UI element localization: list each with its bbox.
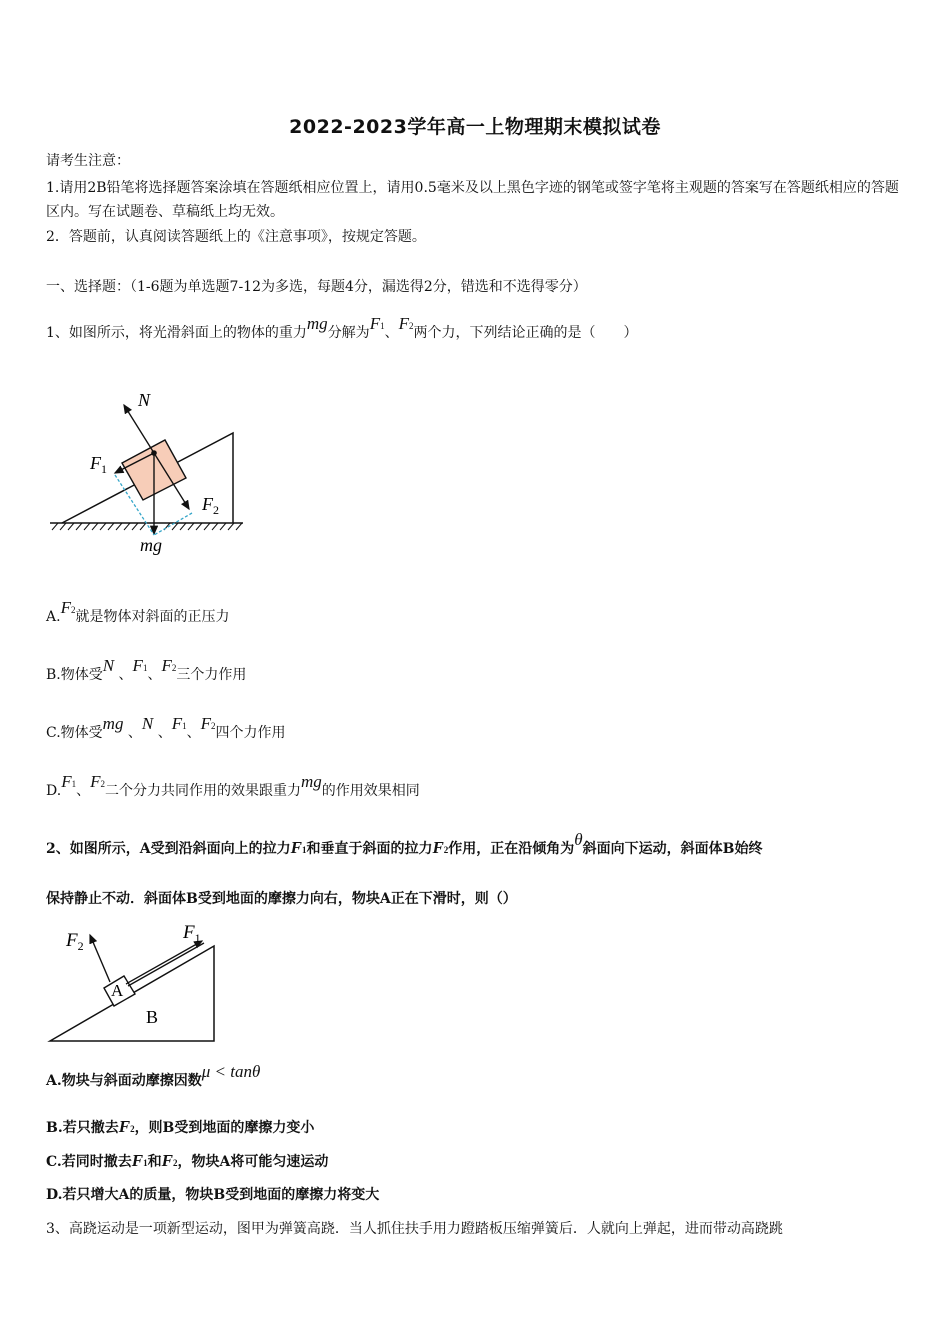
n-arrow <box>124 405 154 453</box>
question-2-stem-line2: 保持静止不动．斜面体B受到地面的摩擦力向右，物块A正在下滑时，则（） <box>46 891 517 907</box>
q1-option-a: A.F2就是物体对斜面的正压力 <box>46 598 230 625</box>
label-n: N <box>138 390 151 410</box>
q2-option-b: B.若只撤去F2，则B受到地面的摩擦力变小 <box>46 1117 315 1136</box>
q1-option-b: B.物体受N 、F1、F2三个力作用 <box>46 656 247 683</box>
question-2-stem-line1: 2、如图所示，A受到沿斜面向上的拉力F1和垂直于斜面的拉力F2作用，正在沿倾角为θ斜面向下运动，斜面体B始终 <box>46 830 763 857</box>
q1-option-d: D.F1、F2二个分力共同作用的效果跟重力mg的作用效果相同 <box>46 772 420 799</box>
mu-tan-theta: μ < tanθ <box>201 1062 261 1081</box>
label-a: A <box>111 981 124 1000</box>
incline-force-diagram <box>40 380 255 560</box>
center-point <box>151 450 157 456</box>
label-f2: $F_2$ <box>202 494 219 517</box>
label-b: B <box>146 1007 159 1027</box>
question-1-stem: 1、如图所示，将光滑斜面上的物体的重力mg分解为F1、F2两个力，下列结论正确的是（ ） <box>46 314 638 341</box>
dashed-line-2 <box>154 513 192 535</box>
label-mg: mg <box>140 535 162 555</box>
q1-option-c: C.物体受mg 、N 、F1、F2四个力作用 <box>46 714 286 741</box>
f1-arrow <box>126 941 202 984</box>
f2-arrow <box>90 935 110 982</box>
section-heading: 一、选择题：（1-6题为单选题7-12为多选，每题4分，漏选得2分，错选和不选得零分） <box>46 279 587 295</box>
f1-symbol: F1 <box>369 314 385 333</box>
f2-symbol: F2 <box>398 314 414 333</box>
mg-symbol: mg <box>306 314 328 333</box>
page-title: 2022-2023学年高一上物理期末模拟试卷 <box>289 116 661 138</box>
q2-option-c: C.若同时撤去F1和F2，物块A将可能匀速运动 <box>46 1151 329 1170</box>
q2-option-a: A.物块与斜面动摩擦因数μ < tanθ <box>46 1062 261 1089</box>
notice-item-2: 2．答题前，认真阅读答题纸上的《注意事项》，按规定答题。 <box>46 229 426 245</box>
f1-arrow-shadow <box>128 943 204 986</box>
label-f1: $F_1$ <box>90 453 107 476</box>
q2-option-d: D.若只增大A的质量，物块B受到地面的摩擦力将变大 <box>46 1187 380 1203</box>
label-f2: $F_2$ <box>66 930 84 953</box>
ground-hatch <box>52 523 242 530</box>
block-on-wedge-diagram <box>44 922 224 1047</box>
notice-heading: 请考生注意： <box>46 153 130 169</box>
label-f1: $F_1$ <box>183 922 201 945</box>
notice-item-1: 1.请用2B铅笔将选择题答案涂填在答题纸相应位置上，请用0.5毫米及以上黑色字迹的钢笔或签字笔将主观题的答案写在答题纸相应的答题区内。写在试题卷、草稿纸上均无效。 <box>46 180 899 220</box>
question-3-stem: 3、高跷运动是一项新型运动，图甲为弹簧高跷．当人抓住扶手用力蹬踏板压缩弹簧后．人就向上弹起，进而带动高跷跳 <box>46 1221 783 1237</box>
